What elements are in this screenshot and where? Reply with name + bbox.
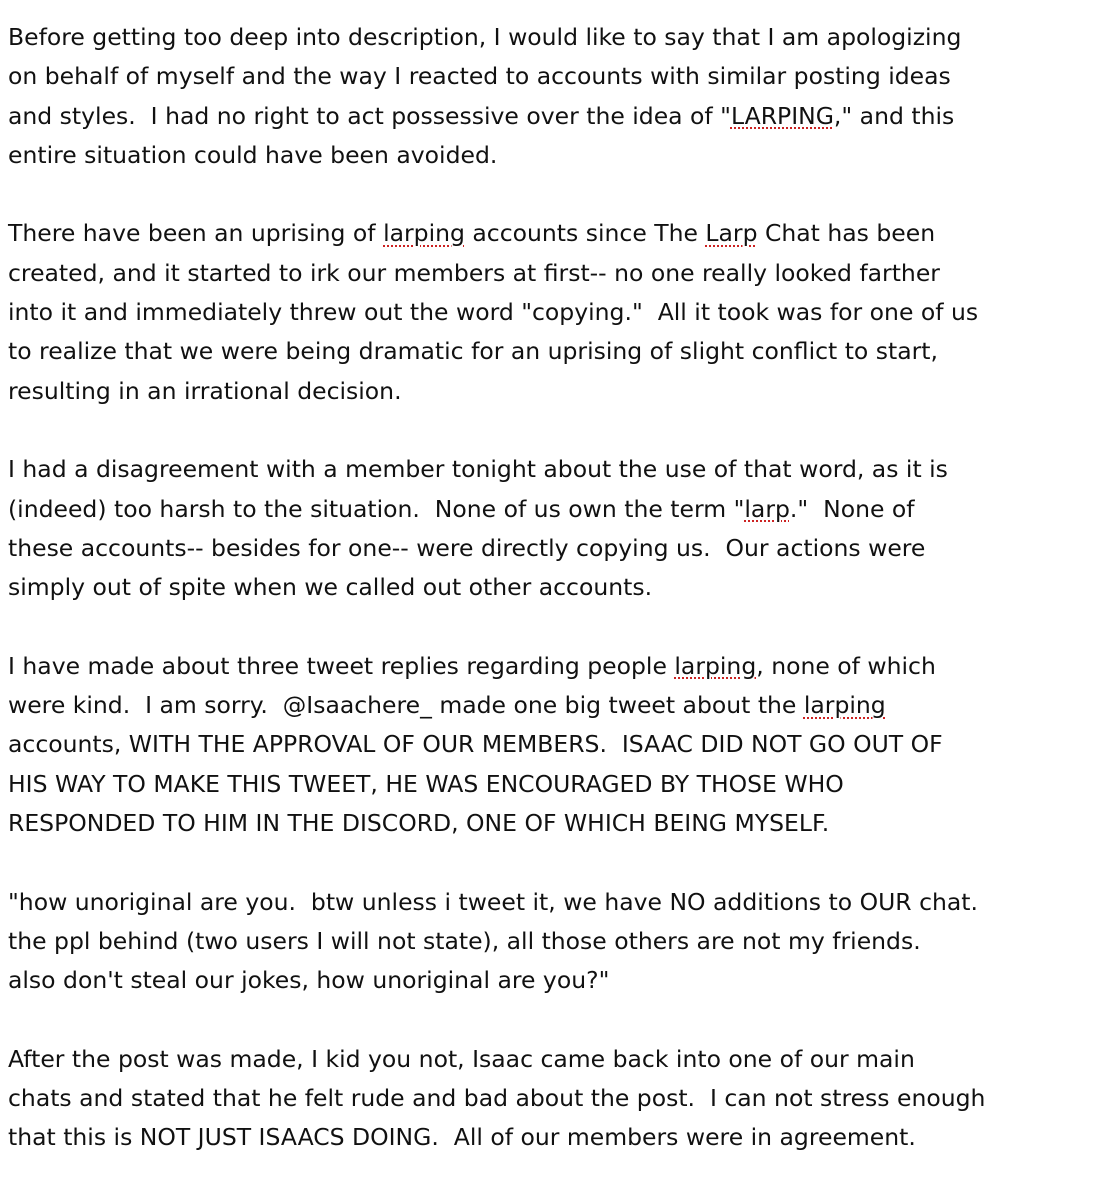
text-segment: created, and it started to irk our members at first-- no one really looked farther: [8, 258, 940, 287]
text-line: [8, 254, 1103, 293]
paragraph: [8, 1040, 1103, 1158]
text-line: [8, 529, 1103, 568]
text-segment: (indeed) too harsh to the situation. None of us own the term ": [8, 494, 745, 523]
text-line: [8, 725, 1103, 764]
text-segment: to realize that we were being dramatic for an uprising of slight conflict to start,: [8, 337, 938, 366]
text-line: [8, 57, 1103, 96]
text-line: [8, 214, 1103, 253]
text-line: [8, 97, 1103, 136]
text-line: [8, 136, 1103, 175]
text-line: [8, 1079, 1103, 1118]
text-segment: accounts, WITH THE APPROVAL OF OUR MEMBERS. ISAAC DID NOT GO OUT OF: [8, 730, 943, 759]
text-segment: After the post was made, I kid you not, Isaac came back into one of our main: [8, 1044, 915, 1073]
text-segment: the ppl behind (two users I will not state), all those others are not my friends.: [8, 926, 921, 955]
spellcheck-flagged-word: larping: [383, 219, 465, 248]
text-line: [8, 332, 1103, 371]
text-segment: chats and stated that he felt rude and bad about the post. I can not stress enough: [8, 1084, 986, 1113]
text-segment: RESPONDED TO HIM IN THE DISCORD, ONE OF WHICH BEING MYSELF.: [8, 808, 830, 837]
spellcheck-flagged-word: LARPING: [730, 101, 834, 130]
text-segment: ." None of: [789, 494, 915, 523]
spellcheck-flagged-word: larping: [803, 691, 886, 720]
text-segment: There have been an uprising of: [8, 219, 384, 248]
text-line: [8, 293, 1103, 332]
text-segment: entire situation could have been avoided.: [8, 140, 498, 169]
text-segment: ," and this: [833, 101, 955, 130]
text-line: [8, 883, 1103, 922]
text-segment: were kind. I am sorry. @Isaachere_ made one big tweet about the: [8, 691, 804, 720]
text-segment: "how unoriginal are you. btw unless i tweet it, we have NO additions to OUR chat.: [8, 887, 978, 916]
paragraph: [8, 214, 1103, 410]
text-segment: I had a disagreement with a member tonight about the use of that word, as it is: [8, 455, 948, 484]
text-line: [8, 961, 1103, 1000]
text-line: [8, 568, 1103, 607]
document-body: [8, 18, 1103, 1197]
text-segment: , none of which: [756, 651, 936, 680]
spellcheck-flagged-word: larping: [674, 651, 757, 680]
text-segment: simply out of spite when we called out other accounts.: [8, 573, 653, 602]
text-segment: on behalf of myself and the way I reacted to accounts with similar posting ideas: [8, 62, 951, 91]
text-line: [8, 804, 1103, 843]
text-line: [8, 647, 1103, 686]
text-segment: these accounts-- besides for one-- were directly copying us. Our actions were: [8, 533, 926, 562]
text-segment: also don't steal our jokes, how unoriginal are you?": [8, 966, 610, 995]
spellcheck-flagged-word: Larp: [705, 219, 758, 248]
text-line: [8, 450, 1103, 489]
paragraph: [8, 647, 1103, 843]
text-segment: into it and immediately threw out the word "copying." All it took was for one of us: [8, 298, 979, 327]
paragraph: [8, 450, 1103, 607]
text-line: [8, 490, 1103, 529]
paragraph: [8, 883, 1103, 1001]
text-line: [8, 18, 1103, 57]
text-line: [8, 372, 1103, 411]
text-line: [8, 1118, 1103, 1157]
text-segment: Before getting too deep into description, I would like to say that I am apologizing: [8, 23, 962, 51]
text-line: [8, 765, 1103, 804]
text-segment: accounts since The: [464, 219, 706, 248]
paragraph: [8, 18, 1103, 175]
text-segment: HIS WAY TO MAKE THIS TWEET, HE WAS ENCOURAGED BY THOSE WHO: [8, 769, 844, 798]
text-segment: that this is NOT JUST ISAACS DOING. All of our members were in agreement.: [8, 1123, 916, 1152]
text-line: [8, 922, 1103, 961]
text-segment: I have made about three tweet replies regarding people: [8, 651, 675, 680]
spellcheck-flagged-word: larp: [744, 494, 790, 523]
text-segment: Chat has been: [757, 219, 936, 248]
text-segment: and styles. I had no right to act possessive over the idea of ": [8, 101, 731, 130]
text-segment: resulting in an irrational decision.: [8, 376, 402, 405]
text-line: [8, 1040, 1103, 1079]
text-line: [8, 686, 1103, 725]
